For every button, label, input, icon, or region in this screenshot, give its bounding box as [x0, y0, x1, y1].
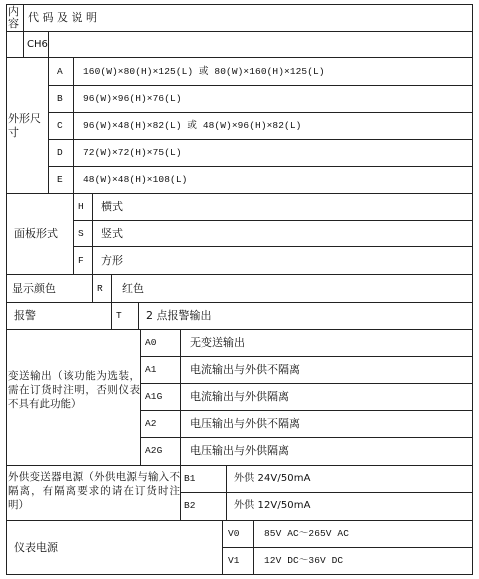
- size-text-a: 160(W)×80(H)×125(L) 或 80(W)×160(H)×125(L): [83, 66, 325, 77]
- model-code: CH6: [27, 39, 48, 50]
- external-supply-text-b1: 外供 24V/50mA: [234, 473, 311, 484]
- panel-text-f: 方形: [101, 254, 123, 267]
- power-text-v1: 12V DC～36V DC: [264, 555, 344, 566]
- panel-text-h: 横式: [101, 200, 123, 213]
- display-color-text: 红色: [122, 282, 144, 295]
- external-supply-text-b2: 外供 12V/50mA: [234, 500, 311, 511]
- external-supply-code-b1: B1: [184, 473, 196, 484]
- power-text-v0: 85V AC～265V AC: [264, 528, 350, 539]
- panel-label: 面板形式: [14, 227, 58, 240]
- transmit-code-a0: A0: [145, 337, 157, 348]
- size-code-d: D: [57, 147, 63, 158]
- size-text-e: 48(W)×48(H)×108(L): [83, 174, 188, 185]
- transmit-text-a1g: 电流输出与外供隔离: [190, 390, 289, 403]
- display-color-code: R: [97, 283, 103, 294]
- panel-code-h: H: [78, 201, 84, 212]
- size-code-a: A: [57, 66, 63, 77]
- power-code-v0: V0: [228, 528, 240, 539]
- external-supply-label: 外供变送器电源（外供电源与输入不隔离，有隔离要求的请在订货时注明）: [8, 471, 180, 511]
- content-column-label: 内容: [8, 5, 19, 30]
- transmit-code-a2: A2: [145, 418, 157, 429]
- transmit-code-a1: A1: [145, 364, 157, 375]
- size-text-d: 72(W)×72(H)×75(L): [83, 147, 182, 158]
- transmit-text-a2g: 电压输出与外供隔离: [190, 444, 289, 457]
- display-color-label: 显示颜色: [12, 282, 56, 295]
- alarm-code: T: [116, 310, 122, 321]
- external-supply-code-b2: B2: [184, 500, 196, 511]
- alarm-label: 报警: [14, 309, 36, 322]
- transmit-text-a0: 无变送输出: [190, 336, 245, 349]
- size-code-b: B: [57, 93, 63, 104]
- panel-code-f: F: [78, 255, 84, 266]
- transmit-code-a2g: A2G: [145, 445, 163, 456]
- size-text-c: 96(W)×48(H)×82(L) 或 48(W)×96(H)×82(L): [83, 120, 302, 131]
- size-code-e: E: [57, 174, 63, 185]
- transmit-label: 变送输出（该功能为选装，需在订货时注明，否则仪表不具有此功能）: [8, 370, 140, 410]
- alarm-text: 2 点报警输出: [146, 309, 212, 322]
- power-label: 仪表电源: [14, 541, 58, 554]
- power-code-v1: V1: [228, 555, 240, 566]
- transmit-text-a2: 电压输出与外供不隔离: [190, 417, 300, 430]
- panel-text-s: 竖式: [101, 227, 123, 240]
- header-title: 代 码 及 说 明: [28, 11, 97, 24]
- size-code-c: C: [57, 120, 63, 131]
- panel-code-s: S: [78, 228, 84, 239]
- transmit-code-a1g: A1G: [145, 391, 163, 402]
- size-label: 外形尺寸: [8, 112, 41, 139]
- size-text-b: 96(W)×96(H)×76(L): [83, 93, 182, 104]
- transmit-text-a1: 电流输出与外供不隔离: [190, 363, 300, 376]
